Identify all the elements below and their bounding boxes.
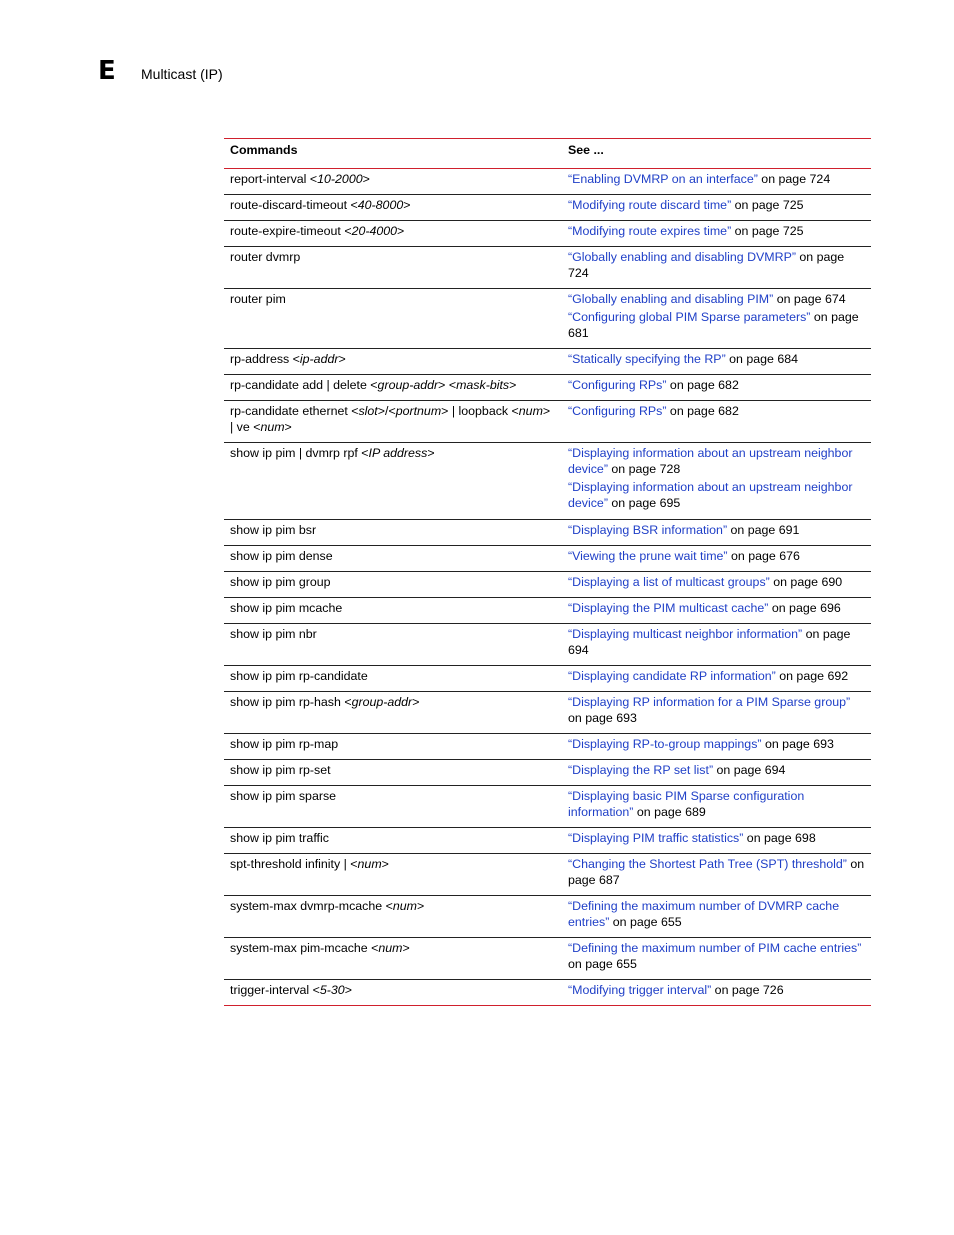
table-row <box>224 666 871 692</box>
table-row <box>224 289 871 349</box>
command-text: > | loopback < <box>441 404 519 418</box>
see-cell <box>562 760 871 786</box>
command-text: > <box>403 198 411 212</box>
cross-reference <box>568 548 865 564</box>
table-row <box>224 169 871 195</box>
command-cell <box>224 375 562 401</box>
cross-reference <box>568 249 865 281</box>
page-reference: on page 728 <box>607 462 681 476</box>
command-cell <box>224 169 562 195</box>
command-cell <box>224 247 562 289</box>
command-text: report-interval < <box>230 172 318 186</box>
table-row <box>224 854 871 896</box>
command-text: > <box>427 446 435 460</box>
page-reference: on page 692 <box>775 669 849 683</box>
command-text: system-max pim-mcache < <box>230 941 379 955</box>
command-text: show ip pim bsr <box>230 523 317 537</box>
reference-link[interactable]: “Displaying candidate RP information” <box>568 669 776 683</box>
command-text: router pim <box>230 292 286 306</box>
command-text: show ip pim group <box>230 575 331 589</box>
reference-link[interactable]: “Displaying information about an upstream neighbor device” <box>568 446 853 476</box>
table-row <box>224 692 871 734</box>
command-cell <box>224 195 562 221</box>
command-parameter: ip-addr <box>299 352 339 366</box>
reference-link[interactable]: “Displaying PIM traffic statistics” <box>568 831 744 845</box>
cross-reference <box>568 856 865 888</box>
command-cell <box>224 760 562 786</box>
table-row <box>224 572 871 598</box>
see-cell <box>562 598 871 624</box>
cross-reference <box>568 982 865 998</box>
command-parameter: 40-8000 <box>357 198 404 212</box>
see-cell <box>562 443 871 520</box>
see-cell <box>562 195 871 221</box>
cross-reference <box>568 351 865 367</box>
command-cell <box>224 896 562 938</box>
cross-reference <box>568 788 865 820</box>
command-cell <box>224 980 562 1006</box>
cross-reference <box>568 762 865 778</box>
page-reference: on page 681 <box>568 310 859 340</box>
cross-reference <box>568 171 865 187</box>
reference-link[interactable]: “Displaying RP-to-group mappings” <box>568 737 762 751</box>
command-cell <box>224 828 562 854</box>
chapter-title: Multicast (IP) <box>141 66 223 82</box>
table-row <box>224 828 871 854</box>
page-reference: on page 698 <box>743 831 816 845</box>
command-parameter: num <box>260 420 285 434</box>
command-parameter: slot <box>358 404 378 418</box>
chapter-letter: E <box>98 56 116 86</box>
page-reference: on page 684 <box>725 352 799 366</box>
command-parameter: 5-30 <box>319 983 345 997</box>
command-text: route-expire-timeout < <box>230 224 352 238</box>
command-parameter: 20-4000 <box>351 224 398 238</box>
command-cell <box>224 349 562 375</box>
reference-link[interactable]: “Displaying a list of multicast groups” <box>568 575 770 589</box>
cross-reference <box>568 574 865 590</box>
table-row <box>224 598 871 624</box>
command-parameter: IP address <box>368 446 428 460</box>
see-cell <box>562 734 871 760</box>
table-row <box>224 896 871 938</box>
command-text: show ip pim sparse <box>230 789 337 803</box>
cross-reference <box>568 600 865 616</box>
reference-link[interactable]: “Modifying route expires time” <box>568 224 732 238</box>
command-cell <box>224 221 562 247</box>
see-cell <box>562 854 871 896</box>
reference-link[interactable]: “Statically specifying the RP” <box>568 352 726 366</box>
see-cell <box>562 349 871 375</box>
see-cell <box>562 546 871 572</box>
page-reference: on page 693 <box>761 737 834 751</box>
command-parameter: num <box>392 899 417 913</box>
command-text: route-discard-timeout < <box>230 198 358 212</box>
command-text: > <box>362 172 370 186</box>
page-reference: on page 674 <box>773 292 846 306</box>
reference-link[interactable]: “Displaying information about an upstream neighbor device” <box>568 480 853 510</box>
table-row <box>224 221 871 247</box>
reference-link[interactable]: “Viewing the prune wait time” <box>568 549 728 563</box>
table-row <box>224 624 871 666</box>
command-text: > <box>344 983 352 997</box>
cross-reference <box>568 940 865 972</box>
table-row <box>224 195 871 221</box>
page-reference: on page 693 <box>568 711 637 725</box>
page-reference: on page 725 <box>731 198 804 212</box>
table-row <box>224 980 871 1006</box>
table-body <box>224 169 871 1006</box>
cross-reference <box>568 403 865 419</box>
see-cell <box>562 938 871 980</box>
command-parameter: num <box>357 857 382 871</box>
command-text: show ip pim | dvmrp rpf < <box>230 446 369 460</box>
cross-reference <box>568 223 865 239</box>
table-row <box>224 546 871 572</box>
page-reference: on page 724 <box>568 250 845 280</box>
reference-link[interactable]: “Configuring RPs” <box>568 404 667 418</box>
cross-reference <box>568 736 865 752</box>
cross-reference <box>568 479 865 511</box>
see-cell <box>562 572 871 598</box>
page-reference: on page 696 <box>768 601 841 615</box>
command-cell <box>224 443 562 520</box>
command-cell <box>224 546 562 572</box>
cross-reference <box>568 445 865 477</box>
reference-link[interactable]: “Modifying trigger interval” <box>568 983 712 997</box>
command-cell <box>224 520 562 546</box>
command-text: >/< <box>377 404 396 418</box>
command-text: router dvmrp <box>230 250 301 264</box>
see-cell <box>562 896 871 938</box>
see-cell <box>562 401 871 443</box>
command-text: > <box>416 899 425 913</box>
see-cell <box>562 786 871 828</box>
command-text: > <box>338 352 346 366</box>
page-reference: on page 724 <box>757 172 831 186</box>
table-row <box>224 247 871 289</box>
page-reference: on page 694 <box>713 763 786 777</box>
see-cell <box>562 666 871 692</box>
command-text: show ip pim rp-hash < <box>230 695 352 709</box>
command-cell <box>224 786 562 828</box>
command-text: show ip pim mcache <box>230 601 343 615</box>
table-row <box>224 938 871 980</box>
table-row <box>224 786 871 828</box>
table-row <box>224 443 871 520</box>
reference-link[interactable]: “Defining the maximum number of DVMRP cache entries” <box>568 899 840 929</box>
page-reference: on page 694 <box>568 627 851 657</box>
see-cell <box>562 828 871 854</box>
command-cell <box>224 692 562 734</box>
table-row <box>224 375 871 401</box>
page-reference: on page 726 <box>711 983 784 997</box>
page-reference: on page 655 <box>609 915 682 929</box>
command-text: rp-candidate ethernet < <box>230 404 359 418</box>
command-text: show ip pim dense <box>230 549 333 563</box>
see-cell <box>562 289 871 349</box>
reference-link[interactable]: “Displaying the PIM multicast cache” <box>568 601 769 615</box>
page-reference: on page 689 <box>633 805 706 819</box>
reference-link[interactable]: “Configuring global PIM Sparse parameters” <box>568 310 811 324</box>
reference-link[interactable]: “Displaying the RP set list” <box>568 763 714 777</box>
command-text: show ip pim rp-map <box>230 737 339 751</box>
page-reference: on page 725 <box>731 224 804 238</box>
command-parameter: num <box>378 941 403 955</box>
command-text: > <box>397 224 405 238</box>
command-parameter: mask-bits <box>456 378 510 392</box>
table-header-row <box>224 139 871 169</box>
commands-column-header: Commands <box>224 139 562 169</box>
see-cell <box>562 169 871 195</box>
page-reference: on page 655 <box>568 957 637 971</box>
cross-reference <box>568 197 865 213</box>
command-cell <box>224 289 562 349</box>
command-text: > <box>381 857 389 871</box>
cross-reference <box>568 898 865 930</box>
command-text: > <box>402 941 410 955</box>
see-cell <box>562 221 871 247</box>
command-cell <box>224 624 562 666</box>
command-text: trigger-interval < <box>230 983 320 997</box>
command-cell <box>224 734 562 760</box>
see-cell <box>562 375 871 401</box>
table-row <box>224 734 871 760</box>
cross-reference <box>568 626 865 658</box>
command-cell <box>224 938 562 980</box>
command-parameter: group-addr <box>351 695 413 709</box>
cross-reference <box>568 694 865 726</box>
command-parameter: 10-2000 <box>317 172 363 186</box>
command-cell <box>224 666 562 692</box>
command-text: rp-candidate add | delete < <box>230 378 378 392</box>
table-row <box>224 760 871 786</box>
command-text: show ip pim rp-set <box>230 763 331 777</box>
reference-link[interactable]: “Globally enabling and disabling DVMRP” <box>568 250 796 264</box>
table-row <box>224 401 871 443</box>
page-reference: on page 676 <box>727 549 800 563</box>
page-reference: on page 682 <box>666 378 739 392</box>
reference-link[interactable]: “Displaying RP information for a PIM Sparse group” <box>568 695 851 709</box>
cross-reference <box>568 309 865 341</box>
command-text: show ip pim traffic <box>230 831 329 845</box>
cross-reference <box>568 522 865 538</box>
command-text: spt-threshold infinity | < <box>230 857 358 871</box>
cross-reference <box>568 830 865 846</box>
table-row <box>224 520 871 546</box>
reference-link[interactable]: “Displaying BSR information” <box>568 523 728 537</box>
command-text: > < <box>438 378 457 392</box>
cross-reference <box>568 291 865 307</box>
command-cell <box>224 572 562 598</box>
page-reference: on page 695 <box>607 496 681 510</box>
command-text: > <box>509 378 517 392</box>
reference-link[interactable]: “Displaying basic PIM Sparse configuration information” <box>568 789 805 819</box>
command-text: > <box>284 420 292 434</box>
page-reference: on page 682 <box>666 404 739 418</box>
see-cell <box>562 624 871 666</box>
command-cell <box>224 854 562 896</box>
see-column-header: See ... <box>562 139 871 169</box>
cross-reference <box>568 377 865 393</box>
command-text: > <box>412 695 420 709</box>
command-text: rp-address < <box>230 352 300 366</box>
command-text: system-max dvmrp-mcache < <box>230 899 393 913</box>
command-parameter: portnum <box>395 404 442 418</box>
reference-link[interactable]: “Defining the maximum number of PIM cache entries” <box>568 941 862 955</box>
command-text: show ip pim rp-candidate <box>230 669 368 683</box>
page-reference: on page 690 <box>769 575 843 589</box>
see-cell <box>562 247 871 289</box>
reference-link[interactable]: “Displaying multicast neighbor information” <box>568 627 803 641</box>
command-text: > | ve < <box>230 404 551 434</box>
reference-link[interactable]: “Modifying route discard time” <box>568 198 732 212</box>
page-reference: on page 687 <box>568 857 865 887</box>
cross-reference <box>568 668 865 684</box>
reference-link[interactable]: “Configuring RPs” <box>568 378 667 392</box>
reference-link[interactable]: “Enabling DVMRP on an interface” <box>568 172 758 186</box>
table-row <box>224 349 871 375</box>
command-parameter: num <box>518 404 543 418</box>
see-cell <box>562 692 871 734</box>
command-parameter: group-addr <box>377 378 439 392</box>
command-cell <box>224 401 562 443</box>
reference-link[interactable]: “Changing the Shortest Path Tree (SPT) threshold” <box>568 857 847 871</box>
command-cell <box>224 598 562 624</box>
command-text: show ip pim nbr <box>230 627 317 641</box>
see-cell <box>562 980 871 1006</box>
page-reference: on page 691 <box>727 523 800 537</box>
see-cell <box>562 520 871 546</box>
commands-table <box>224 138 871 1006</box>
reference-link[interactable]: “Globally enabling and disabling PIM” <box>568 292 774 306</box>
